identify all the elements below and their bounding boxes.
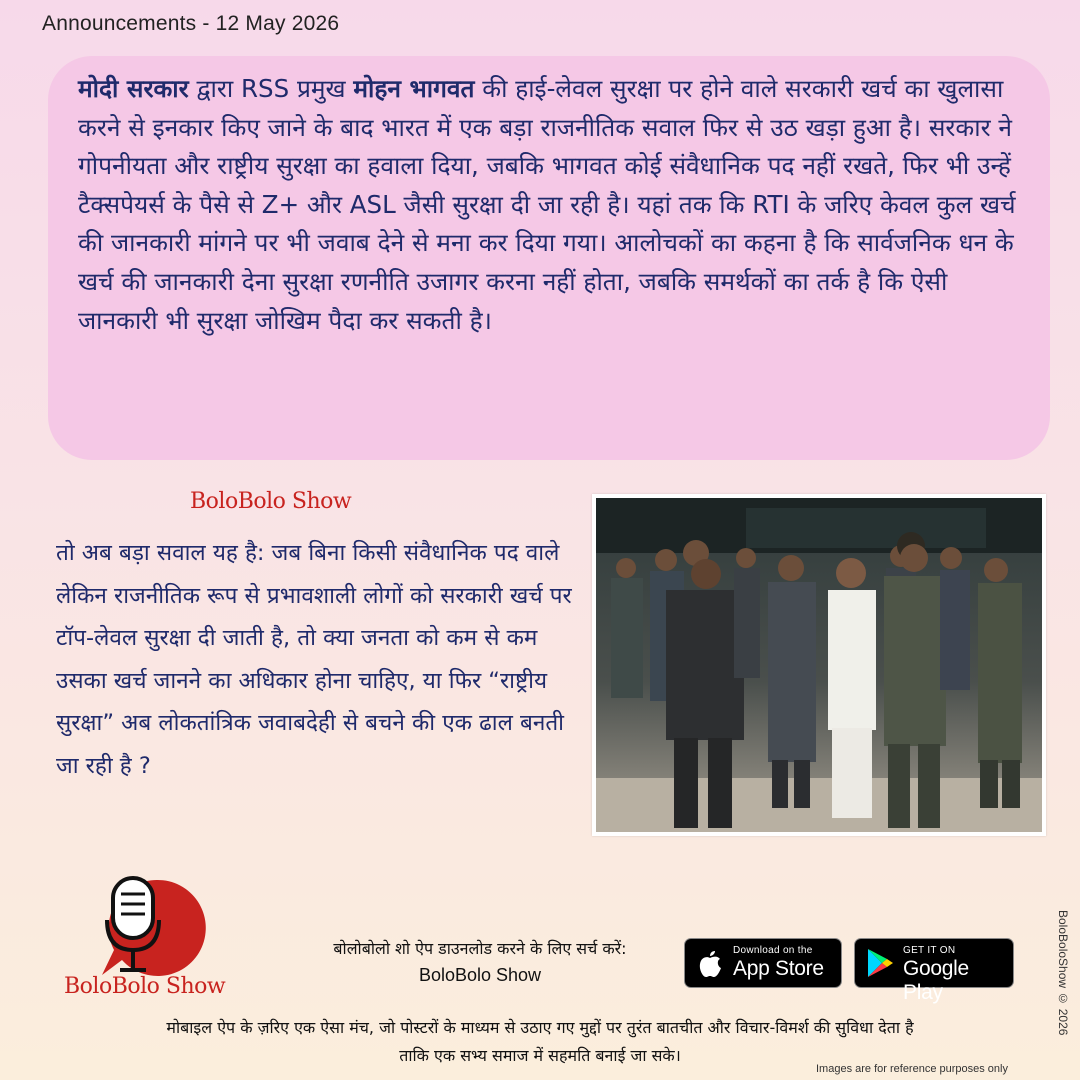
microphone-icon — [62, 870, 232, 980]
google-play-label: Google Play — [903, 957, 969, 1004]
google-play-small-label: GET IT ON — [903, 945, 956, 956]
google-play-icon — [865, 947, 895, 979]
summary-bold-bhagwat: मोहन भागवत — [353, 74, 475, 103]
app-store-small-label: Download on the — [733, 945, 813, 956]
download-prompt-appname: BoloBolo Show — [418, 965, 542, 985]
question-text: तो अब बड़ा सवाल यह है: जब बिना किसी संवैधानिक पद वाले लेकिन राजनीतिक रूप से प्रभावशाली लोगों को सरकारी खर्च पर टॉप-लेवल सुरक्षा दी जाती है, तो क्या जनता को कम से कम उसका खर्च जानने का अधिकार होना चाहिए, या फिर “राष्ट्रीय सुरक्षा” अब लोकतांत्रिक जवाबदेही से बचने की एक ढाल बनती जा रही है ? — [56, 540, 572, 779]
platform-description-line2: ताकि एक सभ्य समाज में सहमति बनाई जा सके। — [399, 1046, 681, 1065]
download-prompt-line1: बोलोबोलो शो ऐप डाउनलोड करने के लिए सर्च करें: — [333, 939, 627, 958]
apple-icon — [695, 947, 725, 979]
brand-label: BoloBolo Show — [190, 489, 352, 514]
app-store-button[interactable] — [684, 938, 842, 988]
summary-text — [78, 70, 1028, 340]
summary-bold-government: मोदी सरकार — [78, 74, 189, 103]
app-store-label: App Store — [733, 957, 824, 980]
platform-description — [40, 1014, 1040, 1070]
google-play-button[interactable] — [854, 938, 1014, 1004]
news-photo — [592, 494, 1046, 836]
download-prompt — [285, 936, 675, 988]
summary-text-part1: द्वारा RSS प्रमुख — [188, 74, 354, 103]
copyright-text: BoloBoloShow © 2026 — [1056, 910, 1070, 1036]
photo-illustration — [596, 498, 1042, 832]
summary-text-part2: की हाई-लेवल सुरक्षा पर होने वाले सरकारी खर्च का खुलासा करने से इनकार किए जाने के बाद भारत में एक बड़ा राजनीतिक सवाल फिर से उठ खड़ा हुआ है। सरकार ने गोपनीयता और राष्ट्रीय सुरक्षा का हवाला दिया, जबकि भागवत कोई संवैधानिक पद नहीं रखते, फिर भी उन्हें टैक्सपेयर्स के पैसे से Z+ और ASL जैसी सुरक्षा दी जा रही है। यहां तक कि RTI के जरिए केवल कुल खर्च की जानकारी मांगने पर भी जवाब देने से मना कर दिया गया। आलोचकों का कहना है कि सार्वजनिक धन के खर्च की जानकारी देना सुरक्षा रणनीति उजागर करना नहीं होता, जबकि समर्थकों का तर्क है कि ऐसी जानकारी भी सुरक्षा जोखिम पैदा कर सकती है। — [78, 74, 1016, 335]
announcement-date-header: Announcements - 12 May 2026 — [42, 12, 340, 35]
logo-text: BoloBolo Show — [64, 974, 226, 999]
platform-description-line1: मोबाइल ऐप के ज़रिए एक ऐसा मंच, जो पोस्टरों के माध्यम से उठाए गए मुद्दों पर तुरंत बातचीत और विचार-विमर्श की सुविधा देता है — [166, 1018, 914, 1037]
reference-note: Images are for reference purposes only — [816, 1063, 1008, 1075]
